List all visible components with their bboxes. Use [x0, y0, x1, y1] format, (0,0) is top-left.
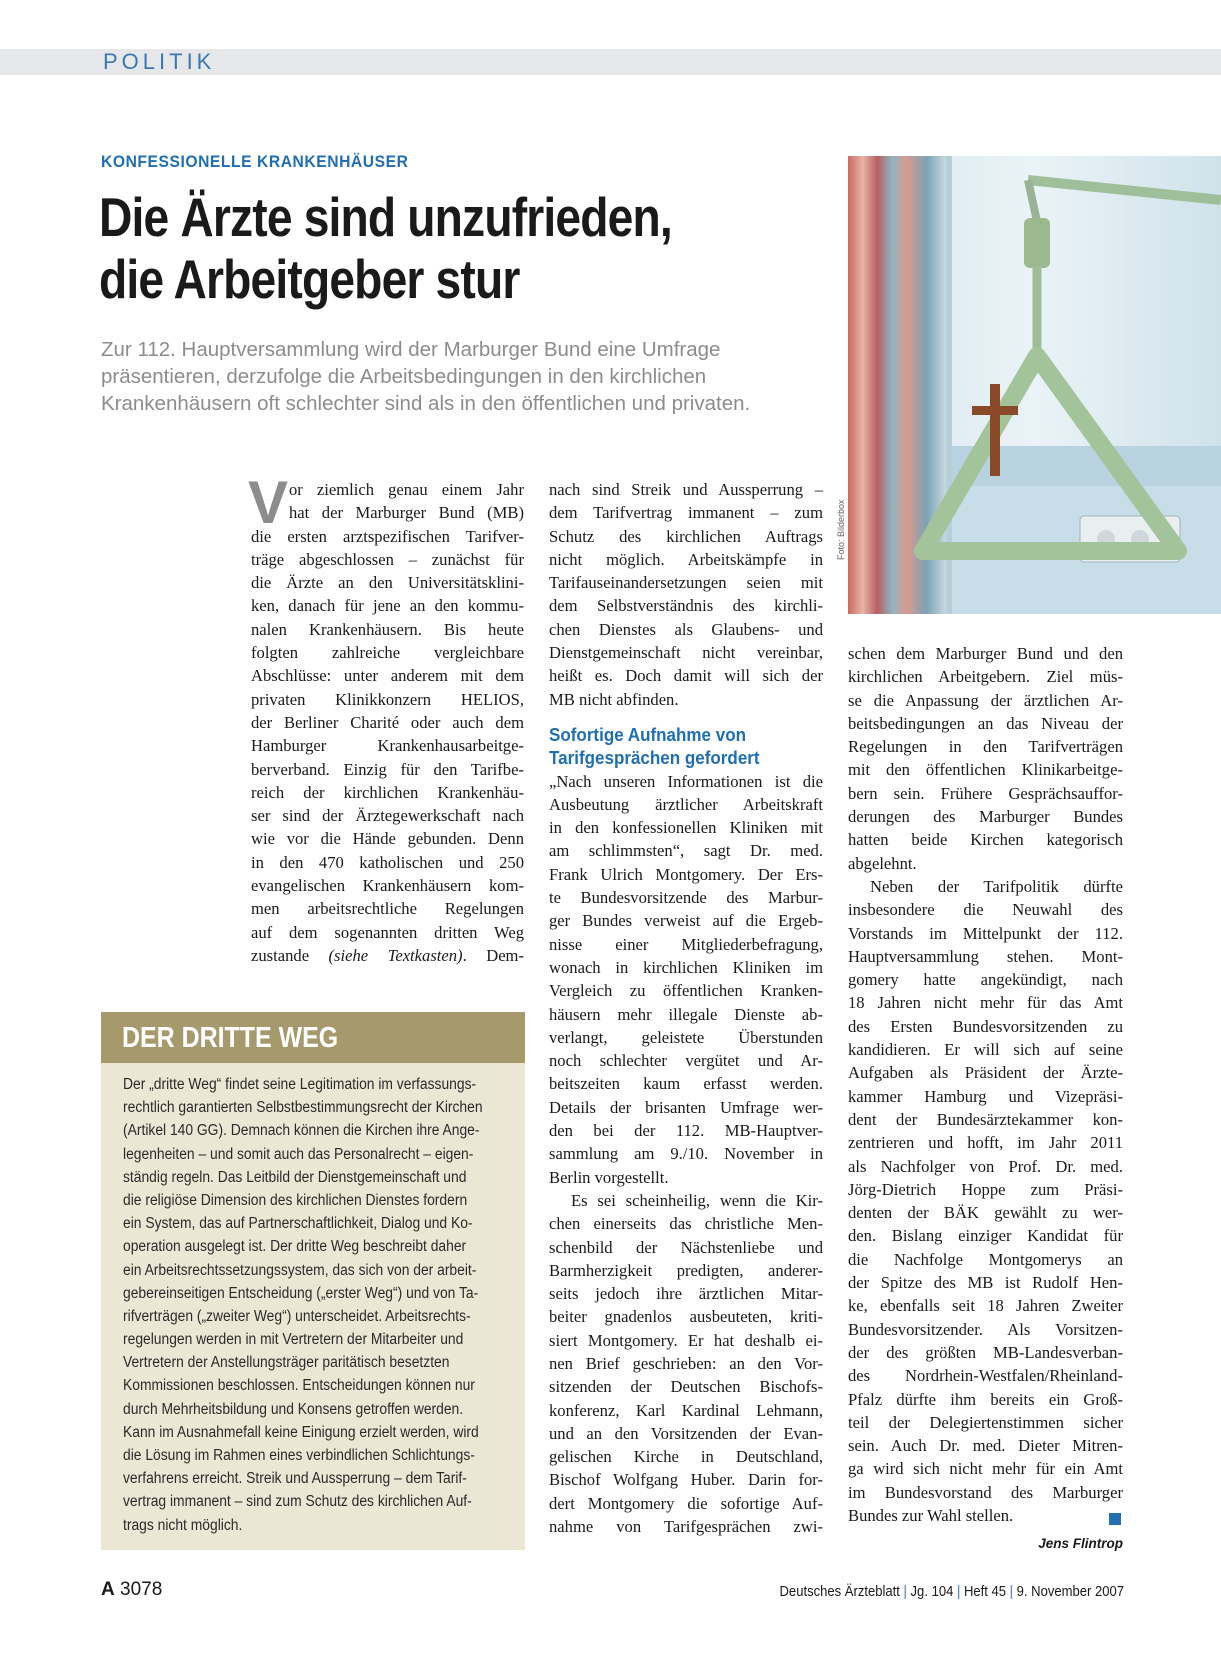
text-line: den bei der 112. MB-Hauptver-	[549, 1121, 823, 1141]
text-line: in den 470 katholischen und 250	[251, 852, 524, 872]
text-line: privaten Klinikkonzern HELIOS,	[251, 689, 524, 709]
text-line: Neben der Tarifpolitik dürfte	[870, 876, 1123, 896]
text-line: Regelungen in den Tarifverträgen	[848, 737, 1123, 757]
box-line: rifverträgen („zweiter Weg“) unterscheidet. Arbeitsrechts-	[123, 1307, 471, 1325]
box-line: rechtlich garantierten Selbstbestimmungsrecht der Kirchen	[123, 1099, 483, 1117]
text-line: am schlimmsten“, sagt Dr. med.	[549, 841, 823, 861]
text-line: beiter gnadenlos ausbeuteten, kriti-	[549, 1307, 823, 1327]
text-line: seits jedoch ihre ärztlichen Mitar-	[549, 1284, 823, 1304]
box-line: operation ausgelegt ist. Der dritte Weg beschreibt daher	[123, 1238, 467, 1256]
text-line: nach sind Streik und Aussperrung –	[549, 480, 823, 499]
body-column-3	[848, 642, 1123, 1527]
text-line: und an den Vorsitzenden der Evan-	[549, 1423, 823, 1443]
text-line: als Nachfolger von Prof. Dr. med.	[848, 1156, 1123, 1176]
text-line: träge abgeschlossen – zunächst für	[251, 549, 524, 569]
text-line: Aufgaben als Präsident der Ärzte-	[848, 1063, 1123, 1083]
text-line: wonach in kirchlichen Kliniken im	[549, 957, 823, 977]
text-line: dem Tarifvertrag immanent – zum	[549, 503, 823, 523]
text-line: ken, danach für jene an den kommu-	[251, 596, 524, 616]
box-line: legenheiten – und somit auch das Personalrecht – eigen-	[123, 1145, 474, 1163]
journal-footer: Deutsches Ärzteblatt | Jg. 104 | Heft 45 | 9. November 2007	[779, 1584, 1124, 1600]
text-line: Pfalz dürfte ihm bereits ein Groß-	[848, 1389, 1123, 1409]
text-line: Jörg-Dietrich Hoppe zum Präsi-	[848, 1179, 1123, 1199]
text-line: evangelischen Krankenhäusern kom-	[251, 876, 524, 896]
text-line: teil der Delegiertenstimmen sicher	[848, 1412, 1123, 1432]
text-line: chen Dienstes als Glaubens- und	[549, 619, 823, 639]
text-line: Tarifauseinandersetzungen seien mit	[549, 573, 823, 593]
text-line: insbesondere die Neuwahl des	[848, 900, 1123, 920]
box-line: ein System, das auf Partnerschaftlichkeit, Dialog und Ko-	[123, 1215, 473, 1233]
text-line: die ersten arztspezifischen Tarifver-	[251, 526, 524, 546]
text-line: Vorstands im Mittelpunkt der 112.	[848, 923, 1123, 943]
text-line: noch schlechter vergütet und Ar-	[549, 1051, 823, 1071]
article-title	[99, 186, 704, 310]
text-line: zustande (siehe Textkasten). Dem-	[251, 945, 524, 965]
text-line: sammlung am 9./10. November in	[549, 1144, 823, 1164]
text-line: te Bundesvorsitzende des Marbur-	[549, 888, 823, 908]
article-lead	[101, 336, 821, 417]
text-line: gelischen Kirche in Deutschland,	[549, 1447, 823, 1467]
text-line: denten der BÄK gewählt zu wer-	[848, 1203, 1123, 1223]
text-line: schen dem Marburger Bund und den	[848, 644, 1123, 663]
box-line: vertrag immanent – sind zum Schutz des kirchlichen Auf-	[123, 1493, 472, 1511]
text-line: MB nicht abfinden.	[549, 689, 679, 709]
page-letter: A	[101, 1579, 115, 1600]
text-line: nahme von Tarifgesprächen zwi-	[549, 1517, 823, 1537]
page-number-value: 3078	[120, 1579, 163, 1600]
subheading: Tarifgesprächen gefordert	[549, 747, 760, 769]
journal-date: 9. November 2007	[1016, 1584, 1124, 1600]
journal-name: Deutsches Ärzteblatt	[779, 1584, 900, 1600]
box-line: Der „dritte Weg“ findet seine Legitimation im verfassungs-	[123, 1076, 477, 1093]
text-line: kirchlichen Arbeitgebern. Ziel müs-	[848, 667, 1123, 687]
box-line: trags nicht möglich.	[123, 1516, 243, 1534]
title-line: Die Ärzte sind unzufrieden,	[99, 186, 672, 248]
journal-issue: Heft 45	[963, 1584, 1007, 1600]
text-line: dent der Bundesärztekammer kon-	[848, 1109, 1123, 1129]
text-line: der Berliner Charité oder auch dem	[251, 712, 524, 732]
end-mark	[1109, 1513, 1121, 1525]
text-line: Es sei scheinheilig, wenn die Kir-	[571, 1190, 823, 1210]
text-line: sein. Auch Dr. med. Dieter Mitren-	[848, 1436, 1123, 1456]
box-line: (Artikel 140 GG). Demnach können die Kirchen ihre Ange-	[123, 1122, 480, 1140]
hospital-grab-handle-image	[848, 156, 1221, 614]
journal-volume: Jg. 104	[910, 1584, 954, 1600]
text-line: nicht möglich. Arbeitskämpfe in	[549, 549, 823, 569]
text-line: dert Montgomery die sofortige Auf-	[549, 1493, 823, 1513]
page-number	[101, 1579, 162, 1601]
text-line: Abschlüsse: unter anderem mit dem	[251, 666, 524, 686]
box-line: gebereinseitigen Entscheidung („erster Weg“) und von Ta-	[123, 1284, 479, 1302]
text-line: Schutz des kirchlichen Auftrags	[549, 526, 823, 546]
text-line: Dienstgemeinschaft nicht vereinbar,	[549, 643, 823, 663]
text-line: hat der Marburger Bund (MB)	[289, 503, 524, 523]
lead-line: präsentieren, derzufolge die Arbeitsbedingungen in den kirchlichen	[101, 365, 707, 388]
body-column-2	[549, 478, 823, 1538]
text-line: des Ersten Bundesvorsitzenden zu	[848, 1016, 1123, 1036]
text-line: men arbeitsrechtliche Regelungen	[251, 899, 524, 919]
text-line: verlangt, geleistete Überstunden	[549, 1027, 823, 1047]
box-line: ein Arbeitsrechtssetzungssystem, das sich von der arbeit-	[123, 1261, 477, 1279]
box-line: die religiöse Dimension des kirchlichen Dienstes fordern	[123, 1191, 468, 1209]
text-line: Details der brisanten Umfrage wer-	[549, 1097, 823, 1117]
box-line: verfahrens erreicht. Streik und Aussperrung – dem Tarif-	[123, 1470, 467, 1488]
text-line: abgelehnt.	[848, 853, 917, 873]
kicker: KONFESSIONELLE KRANKENHÄUSER	[101, 152, 409, 171]
lead-line: Krankenhäusern oft schlechter sind als in den öffentlichen und privaten.	[101, 392, 751, 415]
text-line: die Ärzte an den Universitätsklini-	[251, 573, 524, 593]
text-line: die Nachfolge Montgomerys an	[848, 1249, 1123, 1269]
box-line: durch Mehrheitsbildung und Konsens getroffen werden.	[123, 1400, 464, 1418]
box-line: die Lösung im Rahmen eines verbindlichen Schlichtungs-	[123, 1447, 475, 1464]
text-line: ke, ebenfalls seit 18 Jahren Zweiter	[848, 1296, 1123, 1316]
body-column-1	[251, 478, 524, 967]
box-line: ständig regeln. Das Leitbild der Dienstgemeinschaft und	[123, 1168, 467, 1186]
section-label: POLITIK	[103, 49, 216, 74]
text-line: reich der kirchlichen Krankenhäu-	[251, 782, 524, 802]
text-line: folgten zahlreiche vergleichbare	[251, 643, 524, 663]
drop-cap: V	[248, 469, 289, 536]
text-line: Bundesvorsitzender. Als Vorsitzen-	[848, 1319, 1123, 1339]
text-line: Vergleich zu öffentlichen Kranken-	[549, 981, 823, 1001]
info-box-text	[123, 1073, 501, 1537]
text-line: der des größten MB-Landesverban-	[848, 1342, 1123, 1362]
box-line: regelungen werden in mit Vertretern der Mitarbeiter und	[123, 1331, 464, 1349]
text-line: Frank Ulrich Montgomery. Der Ers-	[549, 864, 823, 884]
text-line: or ziemlich genau einem Jahr	[289, 480, 524, 499]
text-line: se die Anpassung der ärztlichen Ar-	[848, 690, 1123, 710]
text-line: konferenz, Karl Kardinal Lehmann,	[549, 1400, 823, 1420]
text-line: den. Bislang einziger Kandidat für	[848, 1226, 1123, 1246]
text-line: chen einerseits das christliche Men-	[549, 1214, 823, 1234]
lead-line: Zur 112. Hauptversammlung wird der Marburger Bund eine Umfrage	[101, 338, 721, 361]
text-line: dem Selbstverständnis des kirchli-	[549, 596, 823, 616]
text-line: nisse einer Mitgliederbefragung,	[549, 934, 823, 954]
text-line: beitsbedingungen an das Niveau der	[848, 713, 1123, 733]
article-photo	[848, 156, 1221, 614]
text-line: des Nordrhein-Westfalen/Rheinland-	[848, 1366, 1123, 1386]
text-line: ger Bundes verweist auf die Ergeb-	[549, 911, 823, 931]
text-line: häusern mehr illegale Dienste ab-	[549, 1004, 823, 1024]
text-line: schenbild der Nächstenliebe und	[549, 1237, 823, 1257]
text-line: beitszeiten kaum erfasst werden.	[549, 1074, 823, 1094]
box-line: Kann im Ausnahmefall keine Einigung erzielt werden, wird	[123, 1423, 479, 1441]
photo-credit: Foto: Bilderbox	[836, 499, 846, 560]
text-line: im Bundesvorstand des Marburger	[848, 1482, 1123, 1502]
text-line: hatten beide Kirchen kategorisch	[848, 830, 1123, 850]
box-line: Kommissionen beschlossen. Entscheidungen können nur	[123, 1377, 475, 1395]
text-line: siert Montgomery. Er hat deshalb ei-	[549, 1330, 823, 1350]
text-line: Hamburger Krankenhausarbeitge-	[251, 736, 524, 756]
author-name: Jens Flintrop	[1038, 1536, 1123, 1551]
text-line: mit den öffentlichen Klinikarbeitge-	[848, 760, 1123, 780]
text-line: kammer Hamburg und Vizepräsi-	[848, 1086, 1123, 1106]
text-line: kandidieren. Er will sich auf seine	[848, 1040, 1123, 1060]
text-line: heißt es. Doch damit will sich der	[549, 666, 823, 686]
text-line: in den konfessionellen Kliniken mit	[549, 818, 823, 838]
text-line: ga wird sich nicht mehr für ein Amt	[848, 1459, 1123, 1479]
text-line: berverband. Einzig für den Tarifbe-	[251, 759, 524, 779]
text-line: gomery hatte angekündigt, nach	[848, 970, 1123, 990]
text-line: Barmherzigkeit predigten, anderer-	[549, 1260, 823, 1280]
text-line: auf dem sogenannten dritten Weg	[251, 922, 524, 942]
text-line: Bischof Wolfgang Huber. Darin for-	[549, 1470, 823, 1490]
text-line: ser sind der Ärztegewerkschaft nach	[251, 806, 524, 826]
text-line: „Nach unseren Informationen ist die	[549, 771, 823, 791]
text-line: nalen Krankenhäusern. Bis heute	[251, 619, 524, 639]
text-line: sitzenden der Deutschen Bischofs-	[549, 1377, 823, 1397]
text-line: zentrieren und hofft, im Jahr 2011	[848, 1133, 1123, 1153]
info-box-title: DER DRITTE WEG	[122, 1022, 339, 1054]
text-line: wie vor die Hände gebunden. Denn	[251, 829, 524, 849]
text-line: bern sein. Frühere Gesprächsauffor-	[848, 783, 1123, 803]
text-line: der Spitze des MB ist Rudolf Hen-	[848, 1273, 1123, 1293]
title-line: die Arbeitgeber stur	[99, 248, 520, 310]
text-line: Berlin vorgestellt.	[549, 1167, 669, 1187]
box-line: Vertretern der Anstellungsträger paritätisch besetzten	[123, 1354, 450, 1372]
text-line: 18 Jahren nicht mehr für das Amt	[848, 993, 1123, 1013]
subheading: Sofortige Aufnahme von	[549, 723, 746, 745]
text-line: nen Brief geschrieben: an den Vor-	[549, 1353, 823, 1373]
text-line: Bundes zur Wahl stellen.	[848, 1505, 1014, 1525]
text-line: Hauptversammlung stehen. Mont-	[848, 946, 1123, 966]
text-line: derungen des Marburger Bundes	[848, 807, 1123, 827]
text-line: Ausbeutung ärztlicher Arbeitskraft	[549, 794, 823, 814]
